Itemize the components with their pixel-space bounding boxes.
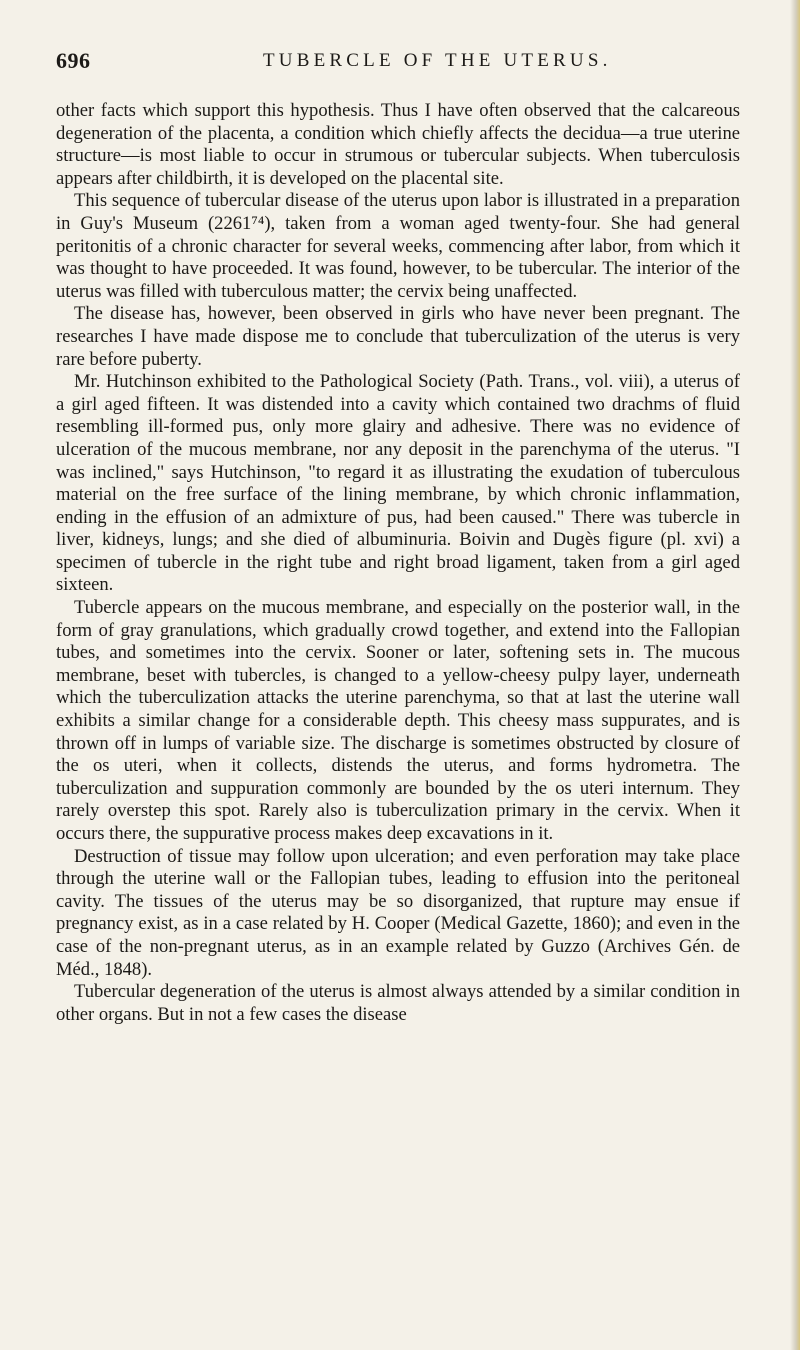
paragraph: The disease has, however, been observed in girls who have never been pregnant. The researches I have made dispose me to conclude that tuberculization of the uterus is very rare before puberty.: [56, 303, 740, 370]
paragraph: Tubercle appears on the mucous membrane, and especially on the posterior wall, in the form of gray granulations, which gradually crowd together, and extend into the Fallopian tubes, and sometimes into the cervix. Sooner or later, softening sets in. The mucous membrane, beset with tubercles, is changed to a yellow-cheesy pulpy layer, underneath which the tuberculization attacks the uterine parenchyma, so that at last the uterine wall exhibits a similar change for a considerable depth. This cheesy mass suppurates, and is thrown off in lumps of variable size. The discharge is sometimes obstructed by closure of the os uteri, when it collects, distends the uterus, and forms hydrometra. The tuberculization and suppuration commonly are bounded by the os uteri internum. They rarely overstep this spot. Rarely also is tuberculization primary in the cervix. When it occurs there, the suppurative process makes deep excavations in it.: [56, 597, 740, 844]
running-title: TUBERCLE OF THE UTERUS.: [263, 50, 612, 71]
paragraph: Destruction of tissue may follow upon ulceration; and even perforation may take place through the uterine wall or the Fallopian tubes, leading to effusion into the peritoneal cavity. The tissues of the uterus may be so disorganized, that rupture may ensue if pregnancy exist, as in a case related by H. Cooper (Medical Gazette, 1860); and even in the case of the non-pregnant uterus, as in an example related by Guzzo (Archives Gén. de Méd., 1848).: [56, 845, 740, 980]
paragraph: Mr. Hutchinson exhibited to the Pathological Society (Path. Trans., vol. viii), a uterus of a girl aged fifteen. It was distended into a cavity which contained two drachms of fluid resembling ill-formed pus, only more glairy and adhesive. There was no evidence of ulceration of the mucous membrane, nor any deposit in the parenchyma of the uterus. "I was inclined," says Hutchinson, "to regard it as illustrating the exudation of tuberculous material on the free surface of the lining membrane, by which chronic inflammation, ending in the effusion of an admixture of pus, had been caused." There was tubercle in liver, kidneys, lungs; and she died of albuminuria. Boivin and Dugès figure (pl. xvi) a specimen of tubercle in the right tube and right broad ligament, taken from a girl aged sixteen.: [56, 371, 740, 596]
paragraph-continuation: other facts which support this hypothesis. Thus I have often observed that the calcareous degeneration of the placenta, a condition which chiefly affects the decidua—a true uterine structure—is most liable to occur in strumous or tubercular subjects. When tuberculosis appears after childbirth, it is developed on the placental site.: [56, 100, 740, 189]
paragraph: Tubercular degeneration of the uterus is almost always attended by a similar condition in other organs. But in not a few cases the disease: [56, 981, 740, 1025]
page-number: 696: [56, 48, 91, 73]
paragraph: This sequence of tubercular disease of the uterus upon labor is illustrated in a preparation in Guy's Museum (2261⁷⁴), taken from a woman aged twenty-four. She had general peritonitis of a chronic character for several weeks, commencing after labor, from which it was thought to have proceeded. It was found, however, to be tubercular. The interior of the uterus was filled with tuberculous matter; the cervix being unaffected.: [56, 190, 740, 302]
page-edge: [790, 0, 800, 1350]
running-head: [56, 48, 746, 80]
body-text: [56, 100, 740, 1026]
